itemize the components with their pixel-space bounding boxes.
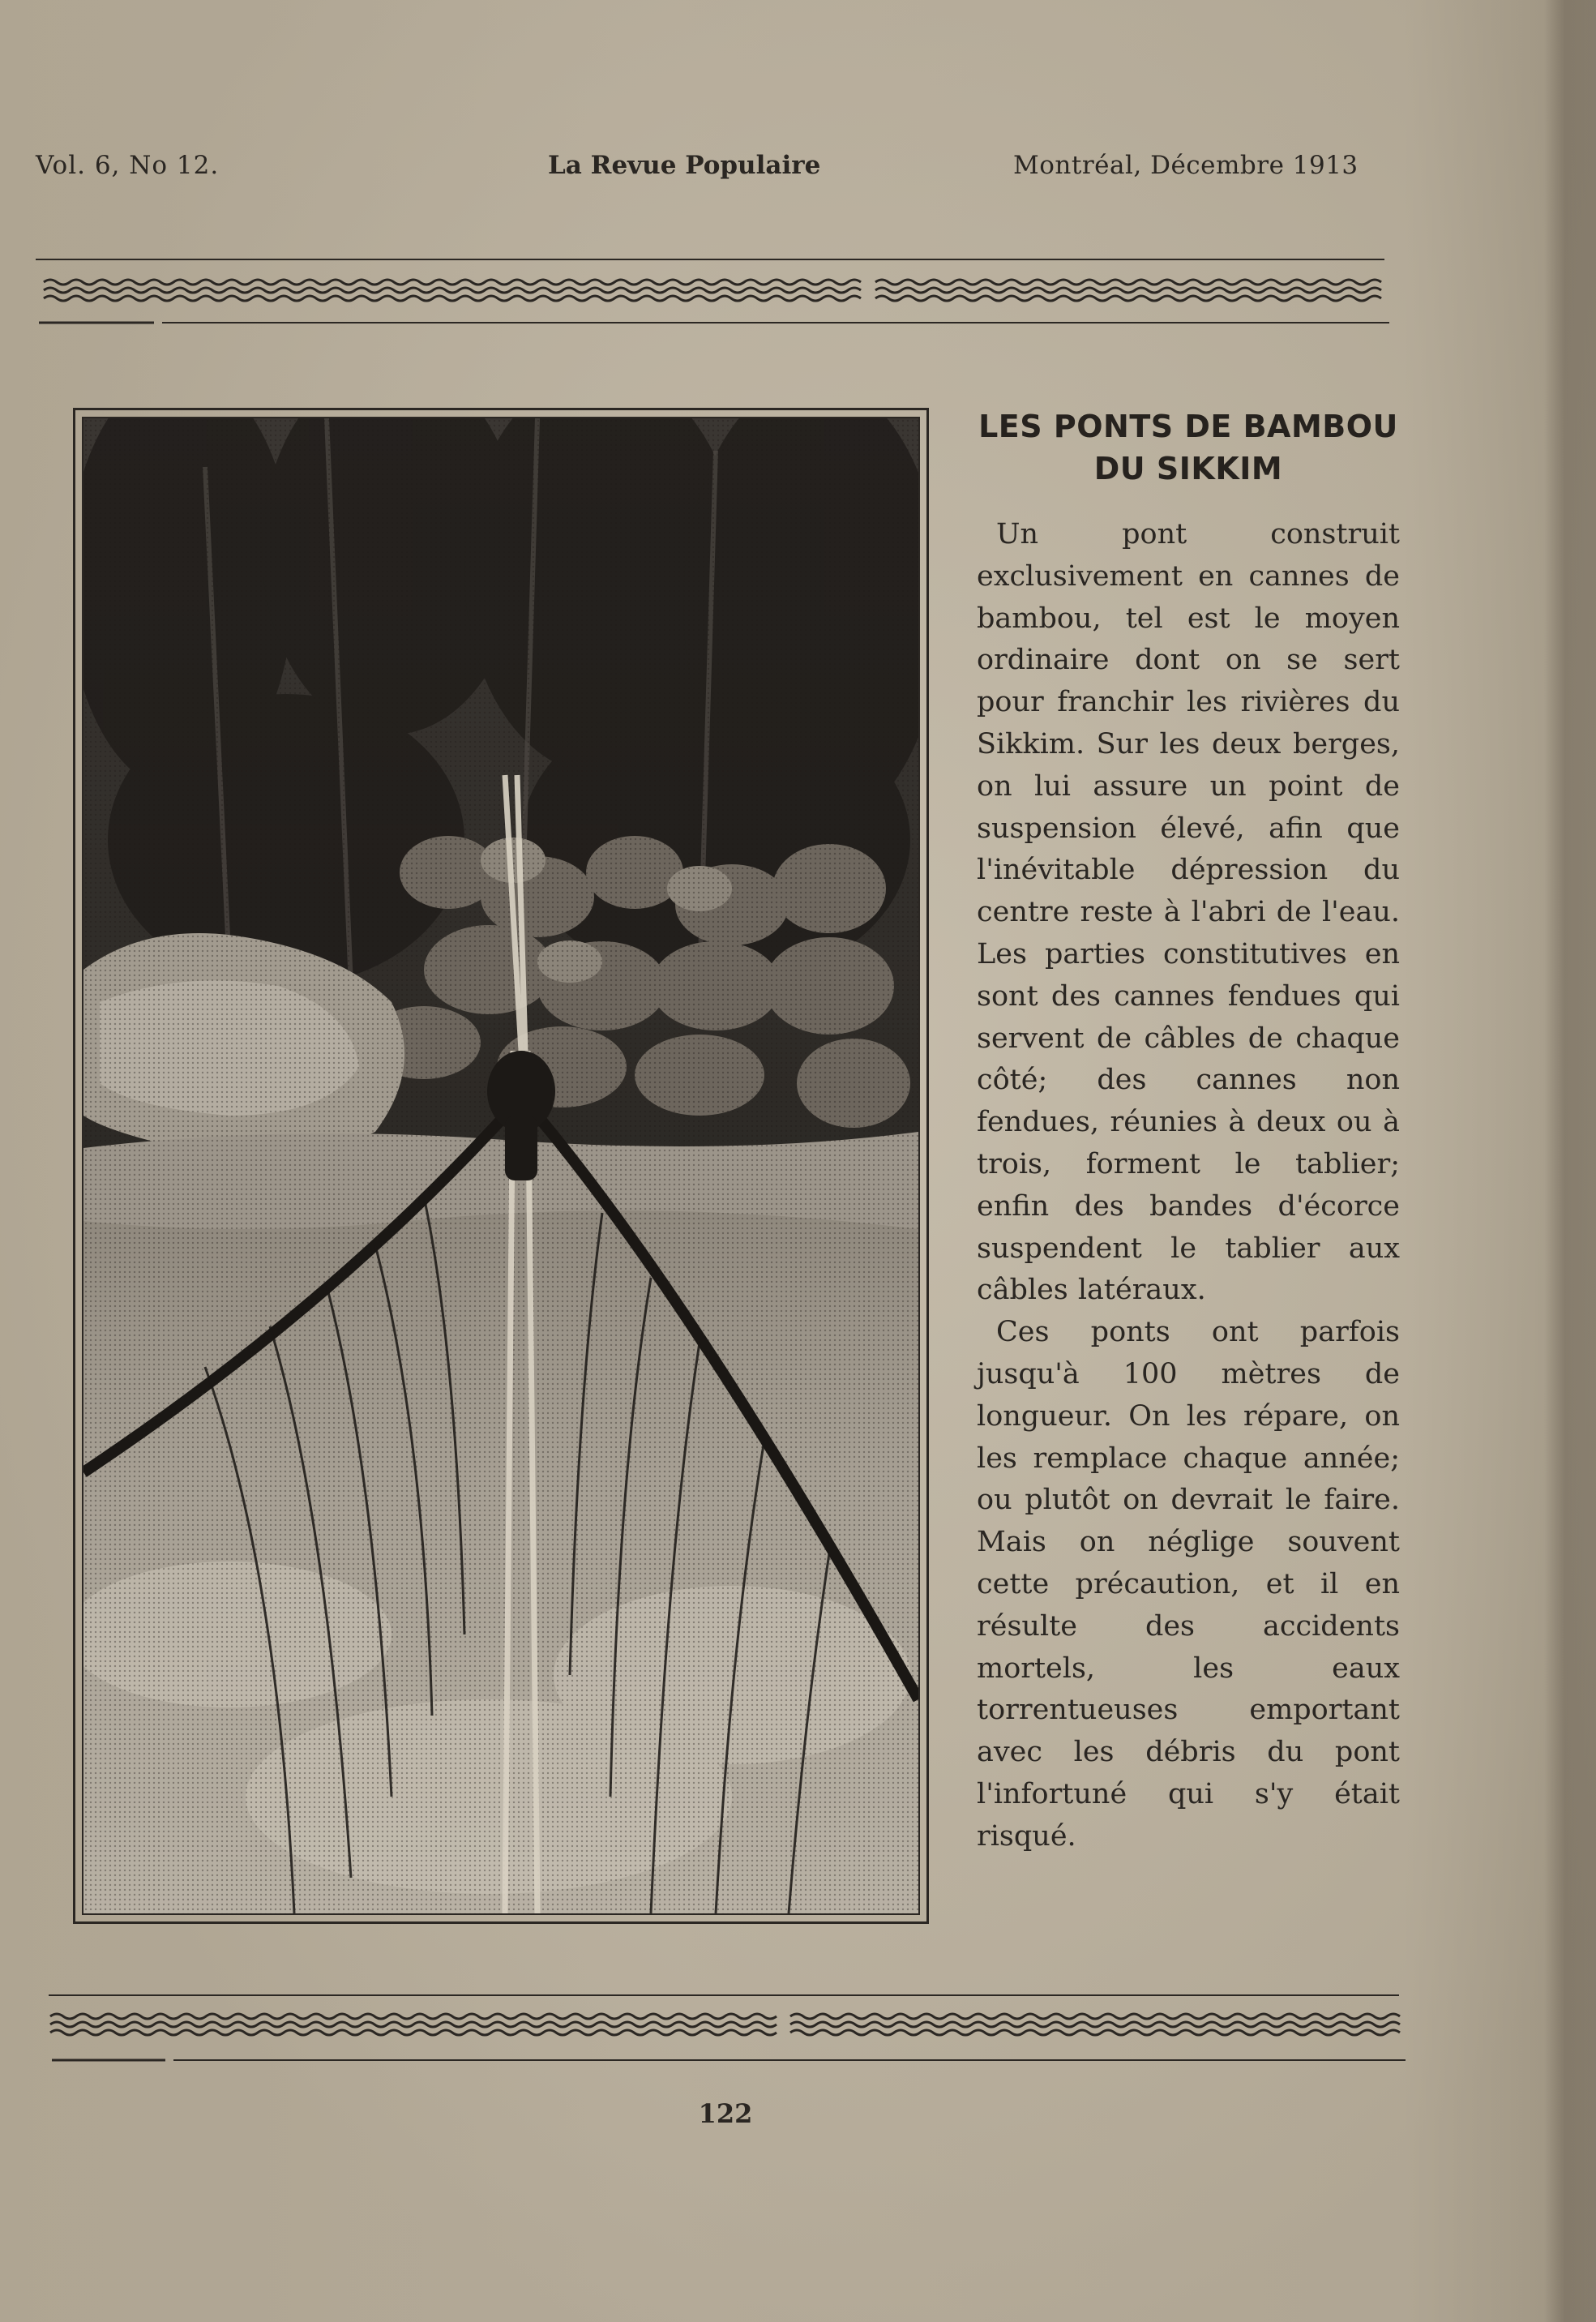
top-ornamental-rule bbox=[0, 253, 1596, 334]
bottom-ornamental-rule bbox=[0, 1990, 1596, 2071]
article-paragraph: Ces ponts ont parfois jusqu'à 100 mètres de longueur. On les répare, on les remplace chaque année; ou plutôt on devrait le faire. Mais on néglige souvent cette précaution, et il en résulte des accidents mortels, les eaux torrentueuses emportant avec les débris du pont l'infortuné qui s'y était risqué. bbox=[977, 1316, 1400, 1853]
bamboo-bridge-photo bbox=[82, 417, 920, 1915]
article bbox=[977, 405, 1400, 1858]
page-number: 122 bbox=[698, 2098, 753, 2129]
article-paragraph: Un pont construit exclusivement en cannes de bambou, tel est le moyen ordinaire dont on se sert pour franchir les rivières du Sikkim. Sur les deux berges, on lui assure un point de suspension élevé, afin que l'inévitable dépression du centre reste à l'abri de l'eau. Les parties constitutives en sont des cannes fendues qui servent de câbles de chaque côté; des cannes non fendues, réunies à deux ou à trois, forment le tablier; enfin des bandes d'écorce suspendent le tablier aux câbles latéraux. bbox=[977, 518, 1400, 1307]
magazine-title: La Revue Populaire bbox=[548, 151, 821, 180]
volume-number: Vol. 6, No 12. bbox=[36, 151, 220, 180]
article-body bbox=[977, 514, 1400, 1858]
running-header bbox=[0, 151, 1596, 191]
issue-place-date: Montréal, Décembre 1913 bbox=[1013, 151, 1359, 180]
bridge-photograph bbox=[73, 408, 929, 1924]
page-edge-shadow bbox=[1544, 0, 1596, 2322]
article-title: LES PONTS DE BAMBOU DU SIKKIM bbox=[978, 409, 1398, 486]
